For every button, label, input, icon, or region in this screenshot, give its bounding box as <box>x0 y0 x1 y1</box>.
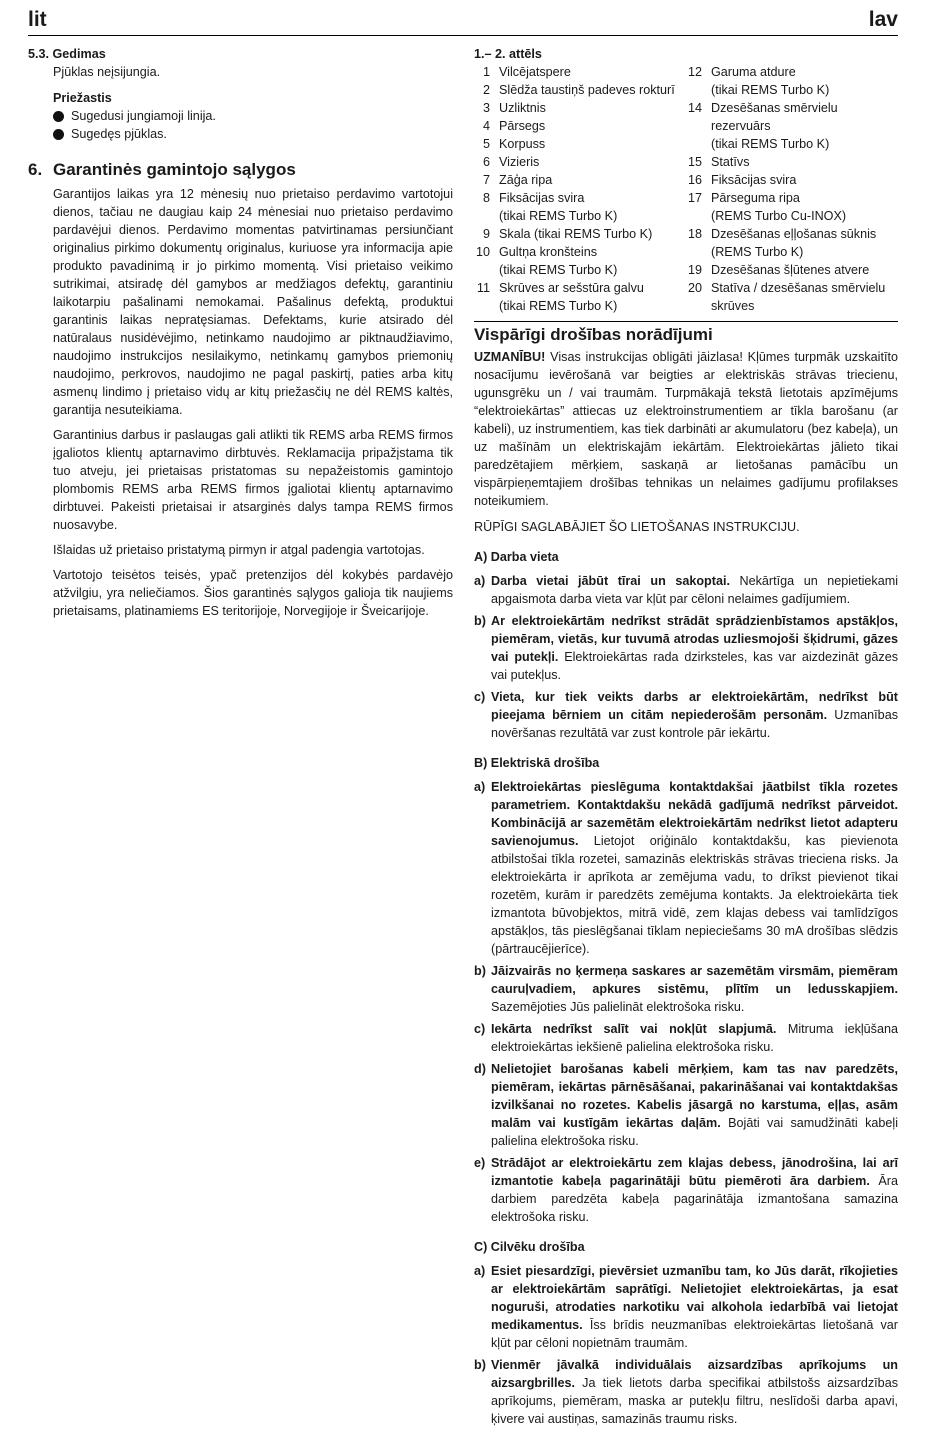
section-6-heading: 6. Garantinės gamintojo sąlygos <box>28 160 296 179</box>
subsection-title: A) Darba vieta <box>474 550 559 564</box>
legend-item: 11 Skrūves ar sešstūra galvu (tikai REMS Turbo K) <box>476 281 644 313</box>
legend-item: 10 Gultņa kronšteins (tikai REMS Turbo K) <box>475 245 618 277</box>
legend-item: 9 Skala (tikai REMS Turbo K) <box>482 227 653 241</box>
legend-item: 4 Pārsegs <box>482 119 546 133</box>
legend-item: 6 Vizieris <box>482 155 540 169</box>
legend-right-column <box>686 63 898 315</box>
safety-item: b) Vienmēr jāvalkā individuālais aizsardzības aprīkojums un aizsargbrilles. Ja tiek lietots darba specifikai atbilstošs aizsardzības aprīkojums, piemēram, maska ar putekļu filtru, neslīdoši darba apavi, ķivere vai austiņas, samazinās traumu risks. <box>474 1358 898 1426</box>
legend-item: 7 Zāģa ripa <box>482 173 553 187</box>
subsection-title: C) Cilvēku drošība <box>474 1240 585 1254</box>
legend-item: 5 Korpuss <box>482 137 546 151</box>
safety-item: c) Vieta, kur tiek veikts darbs ar elektroiekārtām, nedrīkst būt pieejama bērniem un citām nepiederošām personām. Uzmanības novēršanas rezultātā var zust kontrole pār iekārtu. <box>474 690 898 740</box>
legend-item: 8 Fiksācijas svira (tikai REMS Turbo K) <box>482 191 618 223</box>
warranty-paragraph: Išlaidas už prietaiso pristatymą pirmyn ir atgal padengia vartotojas. <box>53 543 425 557</box>
safety-sections <box>474 548 898 1428</box>
left-column <box>28 45 453 627</box>
bullet-icon <box>53 129 64 140</box>
legend-item: 3 Uzliktnis <box>482 101 546 115</box>
keep-instructions-note: RŪPĪGI SAGLABĀJIET ŠO LIETOŠANAS INSTRUKCIJU. <box>474 520 800 534</box>
legend-item: 14 Dzesēšanas smērvielu rezervuārs (tikai REMS Turbo K) <box>687 101 838 151</box>
warranty-paragraph: Vartotojo teisėtos teisės, ypač pretenzijos dėl kokybės pardavėjo atžvilgiu, yra neliečiamos. Šios garantinės sąlygos galioja tik naujiems prietaisams, platinamiems ES teritorijoje, Norvegijoje ir Šveicarijoje. <box>53 568 453 618</box>
section-rule <box>474 321 898 322</box>
legend-item: 20 Statīva / dzesēšanas smērvielu skrūves <box>687 281 886 313</box>
legend-left-column <box>474 63 686 315</box>
legend-item: 2 Slēdža taustiņš padeves rokturī <box>482 83 675 97</box>
warranty-paragraph: Garantinius darbus ir paslaugas gali atlikti tik REMS arba REMS firmos įgaliotos klientų aptarnavimo dirbtuvės. Reklamacija pripažįstama tik tuo atveju, jei prietaisas pristatomas su nepažeistomis gamintojo plombomis REMS arba REMS firmos įgaliotai klientų aptarnavimo dirbtuvei. Pakeisti prietaisai ir atsarginės dalys tampa REMS firmos nuosavybe. <box>53 428 453 532</box>
warning-paragraph: UZMANĪBU! Visas instrukcijas obligāti jāizlasa! Kļūmes turpmāk uzskaitīto nosacījumu ievērošanā var beigties ar elektriskās strāvas triecienu, ugunsgrēku un / vai traumām. Turpmākajā tekstā lietotais apzīmējums “elektroiekārtas” attiecas uz elektroinstrumentiem ar tīkla barošanu (ar kabeli), uz instrumentiem, kas tiek darbināti ar akumulatoru (bez kabeļa), un uz mašīnām un elektriskajām iekārtām. Elektroiekārtas jālieto tikai paredzētajiem mērķiem, saskaņā ar lietošanas pamācību un vispārpieņemtajiem drošības tehnikas un nelaimes gadījumu profilakses noteikumiem. <box>474 350 898 508</box>
safety-item: e) Strādājot ar elektroiekārtu zem klajas debess, jānodrošina, lai arī izmantotie kabeļa pagarinātāji būtu piemēroti āra darbiem. Āra darbiem paredzēta kabeļa pagarinātāja izmantošana samazina elektrošoka risku. <box>474 1156 898 1224</box>
cause-item: Sugedęs pjūklas. <box>28 125 453 143</box>
safety-item: b) Jāizvairās no ķermeņa saskares ar sazemētām virsmām, piemēram cauruļvadiem, apkures sistēmu, plītīm un ledusskapjiem. Sazemējoties Jūs palielināt elektrošoka risku. <box>474 964 898 1014</box>
legend-item: 17 Pārseguma ripa (REMS Turbo Cu-INOX) <box>687 191 847 223</box>
safety-item: d) Nelietojiet barošanas kabeli mērķiem, kam tas nav paredzēts, piemēram, iekārtas pārnēsāšanai, pakarināšanai vai kontaktdakšas izvilkšanai no rozetes. Kabelis jāsargā no karstuma, eļļas, asām malām vai kustīgām iekārtas daļām. Bojāti vai samudžināti kabeļi palielina elektrošoka risku. <box>474 1062 898 1148</box>
language-label-lav: lav <box>868 8 898 31</box>
cause-title: Priežastis <box>53 91 112 105</box>
safety-item: a) Elektroiekārtas pieslēguma kontaktdakšai jāatbilst tīkla rozetes parametriem. Kontaktdakšu nekādā gadījumā nedrīkst pārveidot. Kombinācijā ar sazemētām elektroiekārtām nedrīkst lietot adapteru savienojumus. Lietojot oriģinālo kontaktdakšu, kas pievienota atbilstošai tīkla rozetei, samazinās elektriskās strāvas trieciena risks. Ja elektroiekārta ir aprīkota ar zemējuma vadu, to drīkst pievienot tikai rozetēm, kurām ir paredzēts zemējuma kontakts. Ja elektroiekārta tiek izmantota būvobjektos, mitrā vidē, zem klajas debess vai tamlīdzīgos apstākļos, tās pieslēgšanai tīklam nepieciešams 30 mA drošības slēdzis (pārtraucējierīce). <box>474 780 898 956</box>
safety-item: c) Iekārta nedrīkst salīt vai nokļūt slapjumā. Mitruma iekļūšana elektroiekārtas iekšienē palielina elektrošoka risku. <box>474 1022 898 1054</box>
legend-item: 16 Fiksācijas svira <box>687 173 797 187</box>
safety-heading: Vispārīgi drošības norādījumi <box>474 325 713 344</box>
legend-item: 19 Dzesēšanas šļūtenes atvere <box>687 263 870 277</box>
header-rule <box>28 35 898 36</box>
safety-item: a) Darba vietai jābūt tīrai un sakoptai. Nekārtīga un nepietiekami apgaismota darba vieta var kļūt par cēloni nelaimes gadījumiem. <box>474 574 898 606</box>
figure-legend-title: 1.– 2. attēls <box>474 47 542 61</box>
safety-item: b) Ar elektroiekārtām nedrīkst strādāt sprādzienbīstamos apstākļos, piemēram, vietās, kur tuvumā atrodas uzliesmojoši šķidrumi, gāzes vai putekļi. Elektroiekārtas rada dzirksteles, kas var aizdezināt gāzes vai putekļus. <box>474 614 898 682</box>
right-column <box>474 45 898 1432</box>
legend-item: 1 Vilcējatspere <box>482 65 571 79</box>
warranty-paragraph: Garantijos laikas yra 12 mėnesių nuo prietaiso perdavimo vartotojui dienos, tačiau ne daugiau kaip 24 mėnesiai nuo prietaiso perdavimo pardavėjui dienos. Perdavimo momentas patvirtinamas persiunčiant originalius pirkimo dokumentų originalus, kuriuose yra informacija apie produkto pavadinimą ir jo pirkimo momentą. Visi prietaiso veikimo sutrikimai, atsiradę dėl gamybos ar medžiagos defektų, garantiniu laikotarpiu pašalinami nemokamai. Pašalinus defektą, produktui garantinis laikas nepratęsiamas. Defektams, kurie atsirado dėl natūralaus nusidėvėjimo, netinkamo naudojimo ar piktnaudžiavimo, naudojimo instrukcijos nesilaikymo, netinkamų gamybos priemonių naudojimo, perkrovos, naudojimo ne pagal paskirtį, paties arba kitų asmenų lindimo į prietaiso vidų ar kitų priežasčių ne dėl REMS kaltės, garantija nesuteikiama. <box>53 187 453 417</box>
legend-item: 12 Garuma atdure (tikai REMS Turbo K) <box>687 65 830 97</box>
legend-item: 15 Statīvs <box>687 155 750 169</box>
legend-item: 18 Dzesēšanas eļļošanas sūknis (REMS Turbo K) <box>687 227 877 259</box>
section-5-3-text: Pjūklas neįsijungia. <box>53 65 161 79</box>
cause-item: Sugedusi jungiamoji linija. <box>28 107 453 125</box>
subsection-title: B) Elektriskā drošība <box>474 756 600 770</box>
figure-legend <box>474 63 898 315</box>
section-5-3-title: 5.3. Gedimas <box>28 47 106 61</box>
language-label-lit: lit <box>28 8 47 31</box>
bullet-icon <box>53 111 64 122</box>
safety-item: a) Esiet piesardzīgi, pievērsiet uzmanību tam, ko Jūs darāt, rīkojieties ar elektroiekārtām saprātīgi. Nelietojiet elektroiekārtas, ja esat noguruši, atrodaties narkotiku vai alkohola iedarbībā vai lietojat medikamentus. Īss brīdis neuzmanības elektroiekārtas lietošanā var kļūt par cēloni nopietnām traumām. <box>474 1264 898 1350</box>
